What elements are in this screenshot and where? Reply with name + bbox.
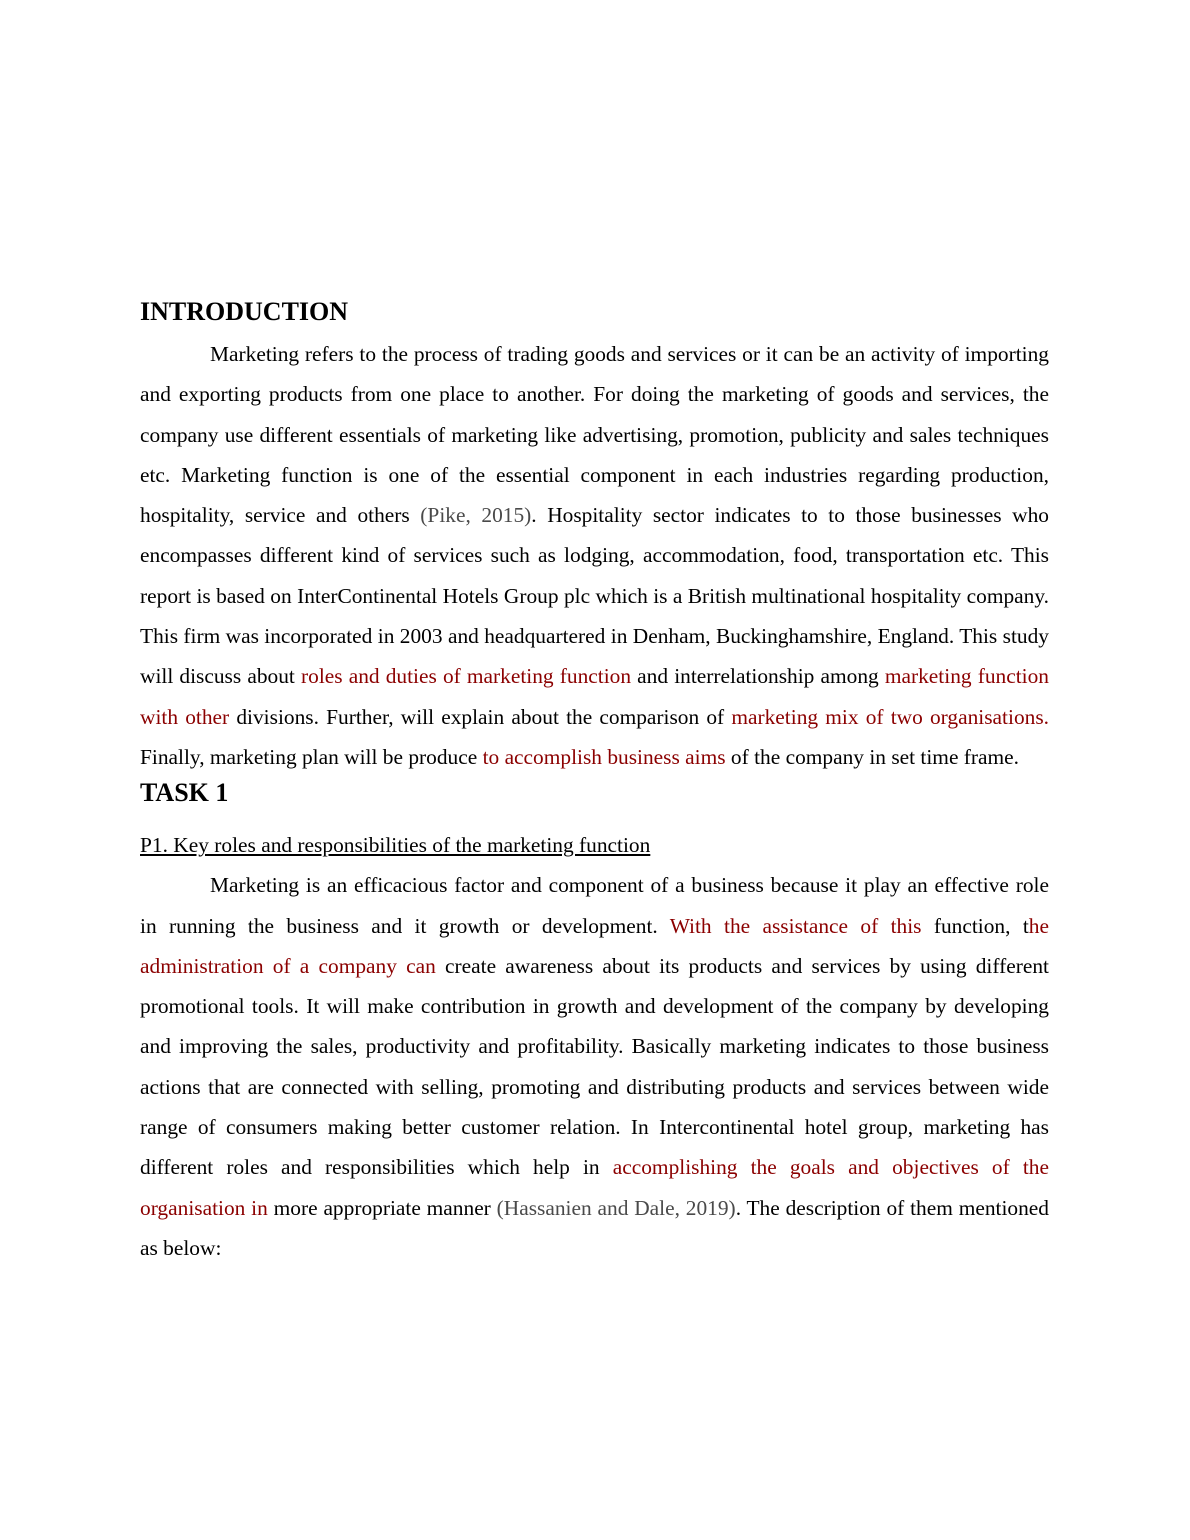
text-span: . The description of them mentioned as below: [140, 1195, 1049, 1260]
text-span: Marketing refers to the process of trading goods and services or it can be an activity of importing and exporting products from one place to another. For doing the marketing of goods and services, the company use different essentials of marketing like advertising, promotion, publicity and sales techniques etc. Marketing function is one of the essential component in each industries regarding production, hospitality, service and others [140, 342, 1049, 528]
task1-heading: TASK 1 [140, 778, 229, 808]
highlighted-text: accomplishing the goals and objectives of the organisation in [140, 1155, 1049, 1220]
document-page [140, 296, 1049, 1268]
introduction-paragraph [140, 334, 1049, 777]
text-span: divisions. Further, will explain about the comparison of [229, 704, 732, 729]
text-span: Marketing is an efficacious factor and component of a business because it play an effective role in running the business and it growth or development. [140, 873, 1049, 938]
highlighted-text: marketing mix of two organisations. [731, 704, 1050, 729]
highlighted-text: marketing function with other [140, 664, 1049, 729]
highlighted-text: to accomplish business aims [482, 744, 726, 769]
citation: (Pike, 2015) [420, 503, 532, 528]
text-span: create awareness about its products and services by using different promotional tools. It will make contribution in growth and development of the company by developing and improving the sales, productivity and profitability. Basically marketing indicates to those business actions that are connected with selling, promoting and distributing products and services between wide range of consumers making better customer relation. In Intercontinental hotel group, marketing has different roles and responsibilities which help in [140, 953, 1049, 1180]
highlighted-text: With the assistance of this [669, 913, 922, 938]
text-span: and interrelationship among [631, 664, 885, 689]
highlighted-text: roles and duties of marketing function [301, 664, 632, 689]
text-span: Finally, marketing plan will be produce [140, 744, 483, 769]
text-span: more appropriate manner [267, 1195, 497, 1220]
text-span: of the company in set time frame. [725, 744, 1020, 769]
citation: (Hassanien and Dale, 2019) [496, 1195, 736, 1220]
highlighted-text: he administration of a company can [140, 913, 1049, 978]
introduction-heading: INTRODUCTION [140, 297, 349, 326]
task1-subheading: P1. Key roles and responsibilities of the marketing function [140, 833, 651, 858]
task1-paragraph [140, 865, 1049, 1268]
text-span: . Hospitality sector indicates to to those businesses who encompasses different kind of services such as lodging, accommodation, food, transportation etc. This report is based on InterContinental Hotels Group plc which is a British multinational hospitality company. This firm was incorporated in 2003 and headquartered in Denham, Buckinghamshire, England. This study will discuss about [140, 503, 1049, 689]
text-span: function, t [921, 913, 1029, 938]
